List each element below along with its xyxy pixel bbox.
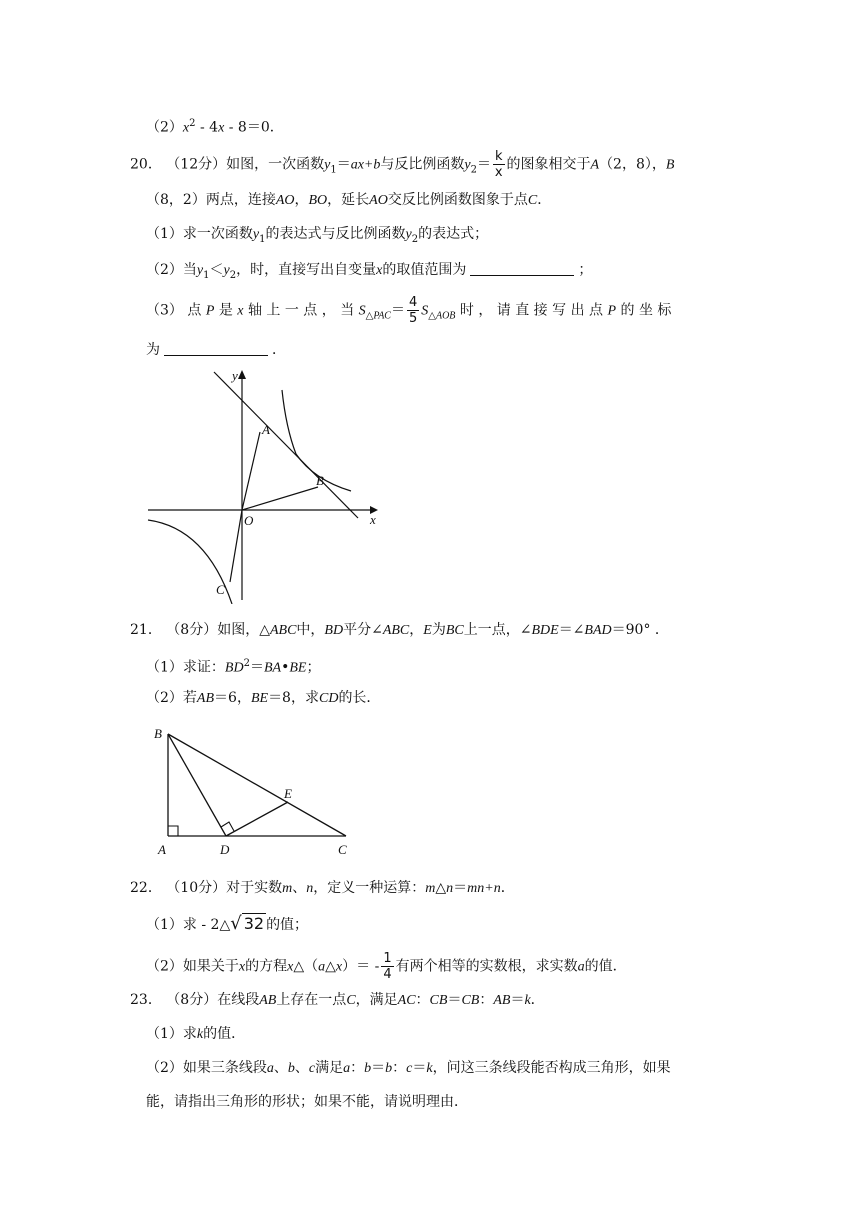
q21-part2: （2）若AB＝6，BE＝8，求CD的长．	[146, 690, 381, 706]
q22-part2: （2）如果关于x的方程x△（a△x）＝ - $\frac{1}{4}$ 有两个相等的实数根，求实数a的值．	[146, 951, 627, 982]
label-B: B	[154, 726, 162, 741]
label-A: A	[158, 842, 166, 857]
label-A: A	[262, 422, 270, 437]
q23-part2: （2）如果三条线段a、b、c满足a：b＝b：c＝k，问这三条线段能否构成三角形，如果	[146, 1060, 671, 1076]
label-D: D	[220, 842, 230, 857]
label-C: C	[338, 842, 347, 857]
sqrt-32: √ 32	[230, 913, 265, 934]
q21-part1: （1）求证：$BD^2=BA•BE$；	[146, 658, 321, 676]
q23-part1: （1）求k的值．	[146, 1026, 246, 1042]
segment-DE	[226, 802, 288, 836]
q23-part2-line2: 能，请指出三角形的形状；如果不能，请说明理由．	[146, 1094, 468, 1110]
label-O: O	[244, 513, 254, 528]
y-axis-arrow	[238, 370, 246, 379]
k-over-x-fraction: $\frac{k}{x}$	[494, 149, 503, 180]
q22-line1: 22． （10分）对于实数m、n，定义一种运算：m△n＝mn+n．	[130, 880, 515, 896]
one-quarter-fraction: $\frac{1}{4}$	[383, 951, 392, 982]
label-x: x	[370, 512, 376, 527]
segment-BC	[168, 734, 346, 836]
q20-line2: （8，2）两点，连接AO，BO，延长AO交反比例函数图象于点C．	[146, 192, 552, 208]
label-B: B	[316, 473, 324, 488]
q20-line1: 20． （12分）如图，一次函数$y_1=ax+b$与反比例函数$y_2=$ $\frac{k}{x}$ 的图象相交于A（2，8），B	[130, 149, 675, 180]
q19-part2: $(2)x^2 - 4x - 8=0$．	[146, 118, 284, 136]
segment-OC	[230, 510, 242, 582]
q20-part2: （2）当$y_1<y_2$，时，直接写出自变量x的取值范围为 ；	[146, 262, 593, 281]
q21-line1: 21． （8分）如图，△ABC中，BD平分∠ABC，E为BC上一点，∠BDE＝∠BAD＝90° ．	[130, 622, 669, 638]
label-y: y	[232, 368, 238, 383]
segment-BD	[168, 734, 226, 836]
q20-function-graph	[146, 368, 386, 604]
right-angle-mark-A	[168, 826, 178, 836]
segment-AO	[242, 432, 260, 510]
answer-blank[interactable]	[164, 341, 268, 356]
label-E: E	[284, 786, 292, 801]
label-C: C	[216, 582, 225, 597]
segment-BO	[242, 487, 318, 510]
q22-part1: （1）求 - 2△√ 32 的值；	[146, 913, 309, 934]
q21-triangle-figure	[146, 722, 356, 862]
q20-part3: （3） 点 P 是 x 轴 上 一 点 ， 当 $S_{\triangle PAC}=$ $\frac{4}{5}$ $S_{\triangle AOB}$ 时 ， 请 直 接 写 出 点 P 的 坐 标	[146, 295, 672, 326]
answer-blank[interactable]	[470, 261, 574, 276]
q20-part3-line2: 为 ．	[146, 342, 286, 358]
four-fifths-fraction: $\frac{4}{5}$	[408, 295, 418, 326]
q23-line1: 23． （8分）在线段AB上存在一点C，满足AC：CB＝CB：AB＝k．	[130, 992, 545, 1008]
q20-part1: （1）求一次函数$y_1$的表达式与反比例函数$y_2$的表达式；	[146, 226, 489, 245]
